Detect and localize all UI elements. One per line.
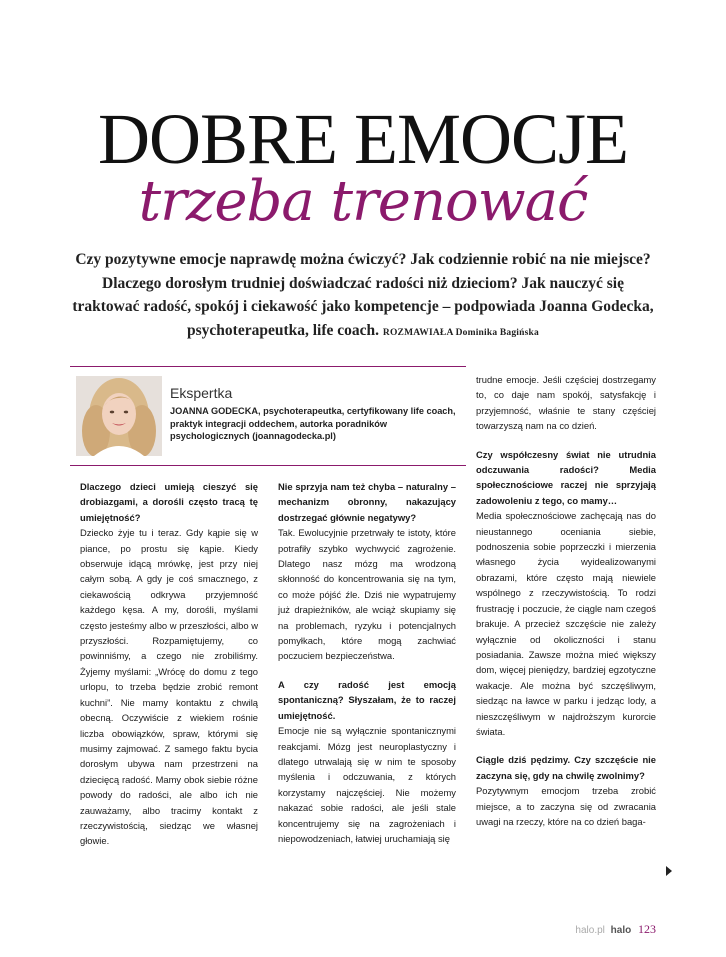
answer: Emocje nie są wyłącznie spontanicznymi reakcjami. Mózg jest neuroplastyczny i dlatego utrwalają się w nim te sposoby myślenia i odczuwania, z których korzystamy najczęściej. Nie możemy nakazać sobie radości, ale jeśli stale koncentrujemy się na zagrożeniach i niepowodzeniach, łatwiej uruchamiają się: [278, 725, 456, 844]
page-footer: [575, 922, 656, 937]
answer: Dziecko żyje tu i teraz. Gdy kąpie się w piance, po prostu się kąpie. Kiedy obserwuje idącą mrówkę, jest przy niej całym sobą. A gdy je coś smacznego, z ciekawością odkrywa przyjemność każdego kęsa. A my, dorośli, myślami często jesteśmy albo w przeszłości, albo w przyszłości. Rozpamiętujemy, co powinniśmy, a czego nie zrobiliśmy. Żyjemy myślami: „Wrócę do domu z tego urlopu, to trzeba będzie zrobić remont kuchni”. Nie mamy kontaktu z chwilą obecną. Oczywiście z wiekiem rośnie liczba obowiązków, spraw, którymi się musimy zajmować. Z samego faktu bycia dorosłym ubywa nam przestrzeni na dziecięcą radość. Mamy obok siebie różne powody do radości, ale albo ich nie zauważamy, albo tracimy kontakt z rzeczywistością, siedząc we własnej głowie.: [80, 527, 258, 847]
column-3: [476, 372, 656, 829]
lead-paragraph: [70, 248, 656, 345]
question: Ciągle dziś pędzimy. Czy szczęście nie zaczyna się, gdy na chwilę zwolnimy?: [476, 754, 656, 781]
byline: ROZMAWIAŁA Dominika Bagińska: [382, 327, 539, 338]
divider-top: [70, 366, 466, 367]
question: Nie sprzyja nam też chyba – naturalny – mechanizm obronny, nakazujący dostrzegać głównie negatywy?: [278, 481, 456, 523]
divider-expert-bottom: [70, 465, 466, 466]
continue-arrow-icon: [666, 866, 672, 876]
expert-description: [170, 405, 460, 443]
answer: trudne emocje. Jeśli częściej dostrzegamy to, co daje nam spokój, satysfakcję i przyjemność, właśnie te stany częściej towarzyszą nam na co dzień.: [476, 374, 656, 432]
question: A czy radość jest emocją spontaniczną? Słyszałam, że to raczej umiejętność.: [278, 678, 456, 721]
answer: Tak. Ewolucyjnie przetrwały te istoty, które potrafiły szybko wychwycić zagrożenie. Dlatego nasz mózg ma wrodzoną skłonność do koncentrowania się na tym, co może pójść źle. Dziś nie wypatrujemy już drapieżników, ale wciąż skupiamy się na problemach, ryzyku i potencjalnych pomyłkach, które mogą zachwiać poczuciem bezpieczeństwa.: [278, 527, 456, 662]
footer-site: halo.pl: [575, 925, 605, 936]
headline-subtitle: trzeba trenować: [138, 169, 588, 234]
answer: Media społecznościowe zachęcają nas do nieustannego oceniania siebie, podnoszenia sobie poprzeczki i mierzenia własnego życia wyidealizowanymi obrazami, które często mają niewiele wspólnego z rzeczywistością. To rodzi frustrację i poczucie, że ciągle nam czegoś brakuje. A przecież szczęście nie zależy wyłącznie od okoliczności i stanu posiadania. Zawsze można mieć większy dom, więcej pieniędzy, bardziej egzotyczne wakacje. Ale można być szczęśliwym, siedząc na ławce w parku i jedząc lody, a nieszczęśliwym w najdroższym kurorcie świata.: [476, 510, 656, 737]
question: Dlaczego dzieci umieją cieszyć się drobiazgami, a dorośli często tracą tę umiejętność?: [80, 481, 258, 523]
column-1: [80, 479, 258, 849]
expert-bio: psychoterapeutka, certyfikowany life coach, praktyk integracji oddechem, autorka poradników psychologicznych (joannagodecka.pl): [170, 406, 456, 441]
portrait-image: [76, 376, 162, 456]
column-2: [278, 479, 456, 846]
footer-brand: halo: [610, 925, 632, 936]
expert-name: JOANNA GODECKA,: [170, 406, 261, 416]
page-number: 123: [638, 922, 656, 936]
answer: Pozytywnym emocjom trzeba zrobić miejsce, a to zaczyna się od zwracania uwagi na rzeczy, które na co dzień baga-: [476, 785, 656, 827]
question: Czy współczesny świat nie utrudnia odczuwania radości? Media społecznościowe raczej nie sprzyjają zadowoleniu z tego, co mamy…: [476, 448, 656, 506]
headline: DOBRE EMOCJE: [97, 99, 629, 179]
lead-text: Czy pozytywne emocje naprawdę można ćwiczyć? Jak codziennie robić na nie miejsce? Dlaczego dorosłym trudniej doświadczać radości niż dzieciom? Jak nauczyć się traktować radość, spokój i ciekawość jako kompetencje – podpowiada Joanna Godecka, psychoterapeutka, life coach.: [72, 251, 654, 339]
expert-photo: [76, 376, 162, 456]
expert-label: Ekspertka: [170, 385, 233, 401]
